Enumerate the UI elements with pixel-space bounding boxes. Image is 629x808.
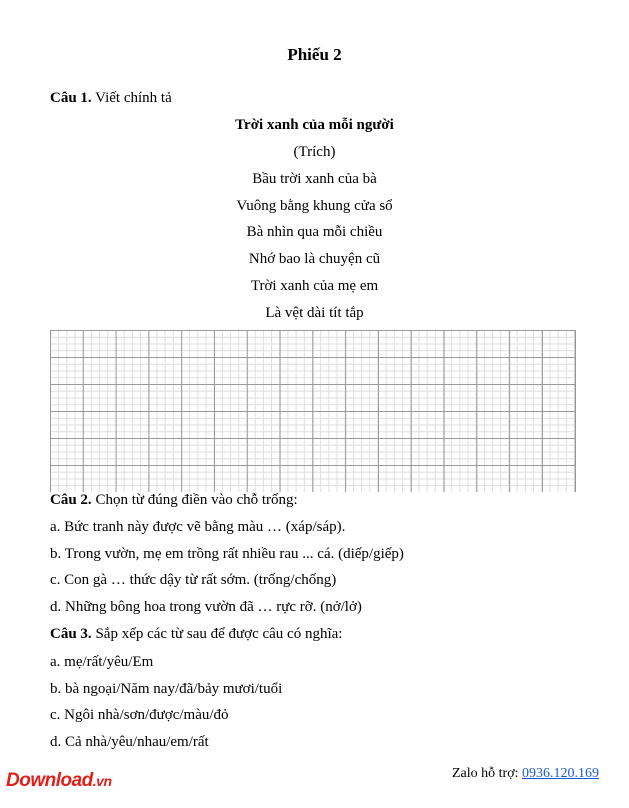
- answer-item: b. bà ngoại/Năm nay/đã/bảy mươi/tuổi: [50, 681, 283, 697]
- handwriting-grid[interactable]: [50, 330, 576, 492]
- poem-line: Là vệt dài tít tắp: [265, 305, 364, 321]
- poem-line: Bầu trời xanh của bà: [252, 171, 377, 187]
- question-label: Câu 1.: [50, 90, 92, 106]
- question-label: Câu 3.: [50, 626, 92, 642]
- question-1: [50, 90, 172, 107]
- poem-line: Vuông bằng khung cửa sổ: [236, 198, 393, 214]
- poem-line: Nhớ bao là chuyện cũ: [248, 251, 381, 267]
- answer-item: a. mẹ/rất/yêu/Em: [50, 654, 154, 670]
- poem-line: Trời xanh của mẹ em: [250, 278, 379, 294]
- support-label: Zalo hỗ trợ:: [452, 766, 519, 781]
- answer-item: a. Bức tranh này được vẽ bằng màu … (xáp/sáp).: [50, 519, 346, 535]
- phone-link[interactable]: 0936.120.169: [522, 766, 599, 781]
- question-label: Câu 2.: [50, 492, 92, 508]
- support-contact: [452, 766, 599, 782]
- poem-title: Trời xanh của mỗi người: [235, 117, 394, 133]
- poem-note: (Trích): [293, 144, 336, 160]
- question-3: [50, 626, 342, 643]
- question-text: Viết chính tả: [95, 90, 172, 106]
- question-text: Sắp xếp các từ sau để được câu có nghĩa:: [95, 626, 343, 642]
- question-text: Chọn từ đúng điền vào chỗ trống:: [95, 492, 298, 508]
- answer-item: d. Cả nhà/yêu/nhau/em/rất: [50, 734, 209, 750]
- question-2: [50, 492, 298, 509]
- logo-suffix: .vn: [92, 773, 112, 789]
- poem-line: Bà nhìn qua mỗi chiều: [246, 224, 383, 240]
- answer-item: b. Trong vườn, mẹ em trồng rất nhiều rau ... cá. (diếp/giếp): [50, 546, 404, 562]
- answer-item: c. Con gà … thức dậy từ rất sớm. (trống/chống): [50, 572, 337, 588]
- answer-item: d. Những bông hoa trong vườn đã … rực rỡ. (nở/lở): [50, 599, 362, 615]
- logo-text: Download: [6, 770, 93, 791]
- download-vn-logo[interactable]: [6, 770, 112, 792]
- page-title: Phiếu 2: [287, 45, 342, 64]
- answer-item: c. Ngôi nhà/sơn/được/màu/đỏ: [50, 707, 229, 723]
